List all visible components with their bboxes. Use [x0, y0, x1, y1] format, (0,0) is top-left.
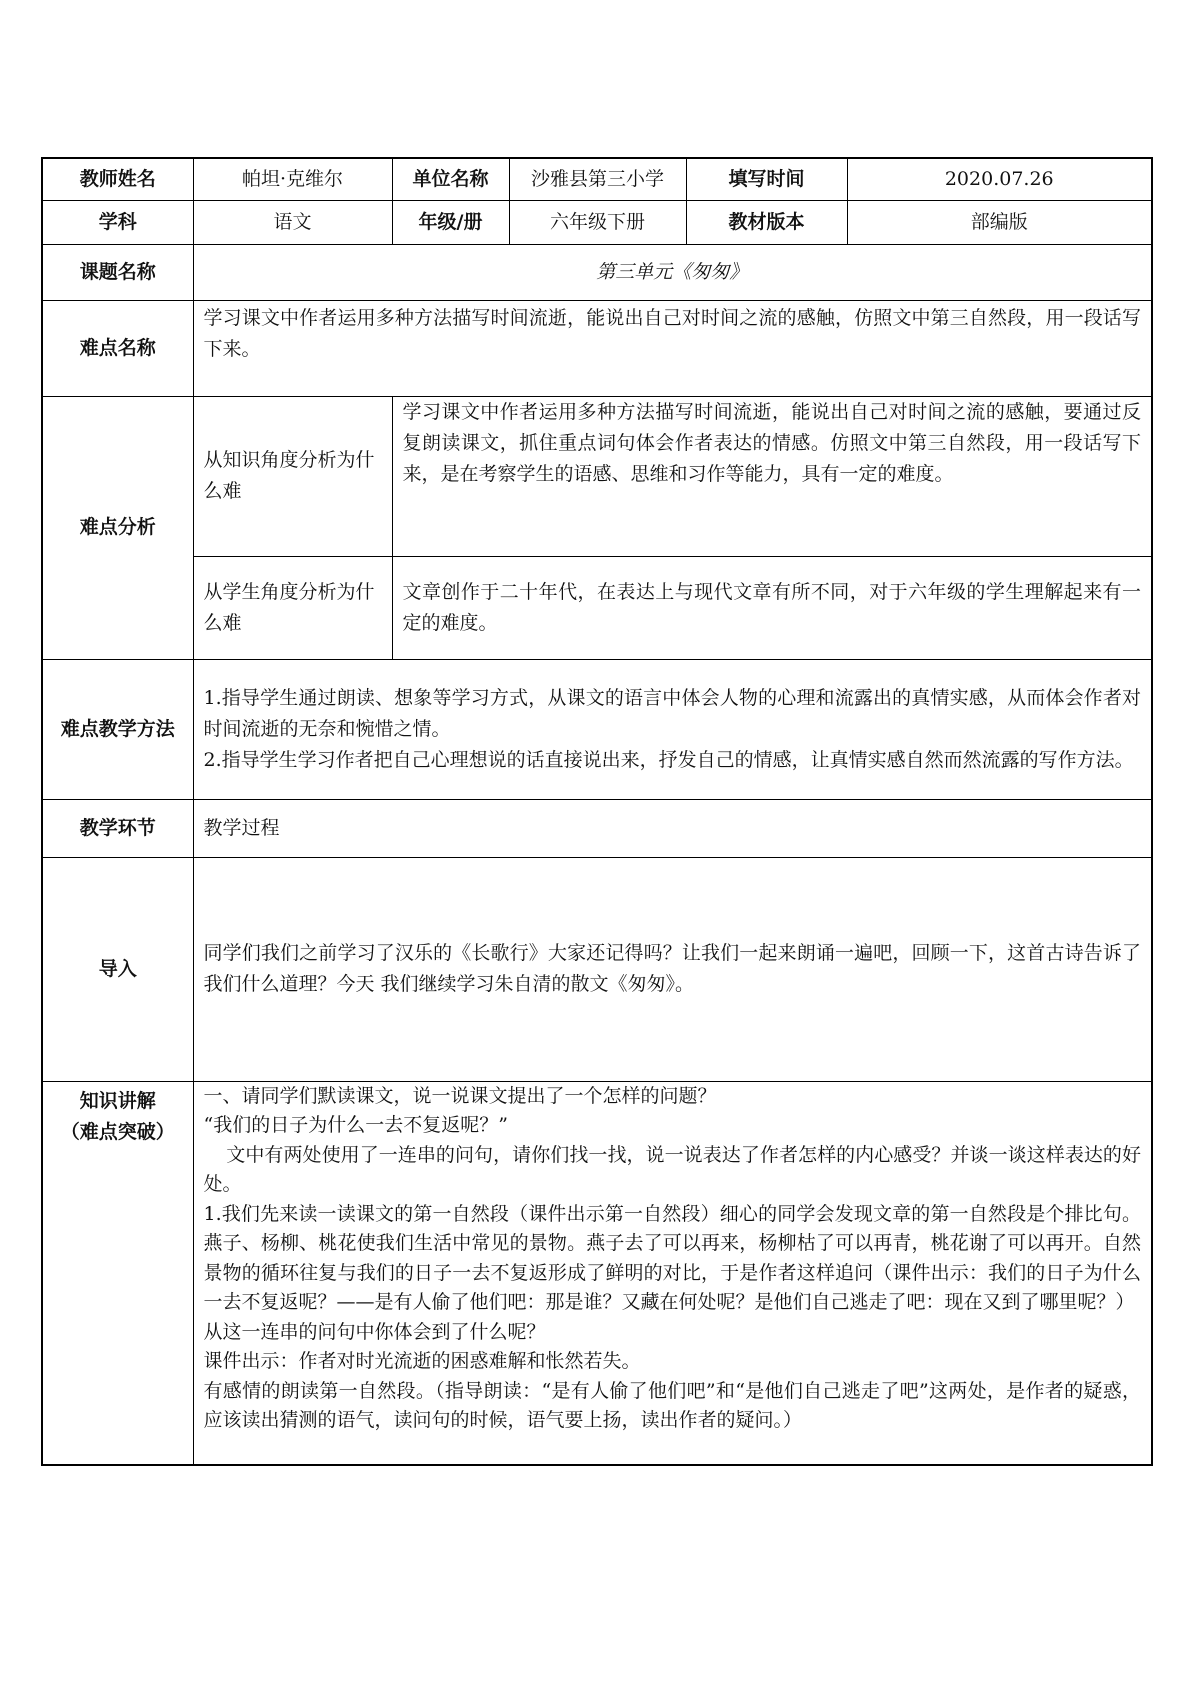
subject-label: 学科: [42, 200, 193, 244]
student-angle-value: 文章创作于二十年代，在表达上与现代文章有所不同，对于六年级的学生理解起来有一定的难度。: [392, 556, 1152, 659]
header-row-1: [42, 158, 1152, 200]
teacher-name-value: 帕坦·克维尔: [193, 158, 392, 200]
fill-date-value: 2020.07.26: [847, 158, 1152, 200]
topic-label: 课题名称: [42, 244, 193, 300]
analysis-label: 难点分析: [42, 396, 193, 659]
knowledge-angle-label: 从知识角度分析为什么难: [193, 396, 392, 556]
grade-label: 年级/册: [392, 200, 509, 244]
knowledge-para-3: 文中有两处使用了一连串的问句，请你们找一找，说一说表达了作者怎样的内心感受？并谈一谈这样表达的好处。: [203, 1143, 1141, 1195]
method-value: [193, 659, 1152, 799]
lesson-plan-sheet: [41, 157, 1151, 1466]
method-row: [42, 659, 1152, 799]
knowledge-label-line2: （难点突破）: [60, 1120, 175, 1143]
edition-value: 部编版: [847, 200, 1152, 244]
process-row: [42, 799, 1152, 857]
difficulty-row: [42, 300, 1152, 396]
method-label: 难点教学方法: [42, 659, 193, 799]
intro-row: [42, 857, 1152, 1081]
student-angle-label: 从学生角度分析为什么难: [193, 556, 392, 659]
method-item-2: 2.指导学生学习作者把自己心理想说的话直接说出来，抒发自己的情感，让真情实感自然而然流露的写作方法。: [203, 748, 1134, 771]
knowledge-content: [193, 1081, 1152, 1465]
teacher-name-label: 教师姓名: [42, 158, 193, 200]
analysis-knowledge-row: [42, 396, 1152, 556]
header-row-2: [42, 200, 1152, 244]
edition-label: 教材版本: [686, 200, 847, 244]
subject-value: 语文: [193, 200, 392, 244]
knowledge-angle-value: 学习课文中作者运用多种方法描写时间流逝，能说出自己对时间之流的感触，要通过反复朗读课文，抓住重点词句体会作者表达的情感。仿照文中第三自然段，用一段话写下来，是在考察学生的语感、思维和习作等能力，具有一定的难度。: [392, 396, 1152, 556]
fill-date-label: 填写时间: [686, 158, 847, 200]
knowledge-para-4: 1.我们先来读一读课文的第一自然段（课件出示第一自然段）细心的同学会发现文章的第一自然段是个排比句。燕子、杨柳、桃花使我们生活中常见的景物。燕子去了可以再来，杨柳枯了可以再青，桃花谢了可以再开。自然景物的循环往复与我们的日子一去不复返形成了鲜明的对比，于是作者这样追问（课件出示：我们的日子为什么一去不复返呢？——是有人偷了他们吧：那是谁？又藏在何处呢？是他们自己逃走了吧：现在又到了哪里呢？）: [203, 1202, 1141, 1313]
grade-value: 六年级下册: [509, 200, 686, 244]
unit-name-value: 沙雅县第三小学: [509, 158, 686, 200]
unit-name-label: 单位名称: [392, 158, 509, 200]
knowledge-para-1: 一、请同学们默读课文，说一说课文提出了一个怎样的问题？: [203, 1084, 717, 1107]
knowledge-row: [42, 1081, 1152, 1465]
difficulty-label: 难点名称: [42, 300, 193, 396]
knowledge-para-6: 课件出示：作者对时光流逝的困惑难解和怅然若失。: [203, 1350, 641, 1372]
process-label: 教学环节: [42, 799, 193, 857]
knowledge-para-5: 从这一连串的问句中你体会到了什么呢？: [203, 1320, 546, 1343]
topic-value: 第三单元《匆匆》: [193, 244, 1152, 300]
knowledge-label: [42, 1081, 193, 1465]
method-item-1: 1.指导学生通过朗读、想象等学习方式，从课文的语言中体会人物的心理和流露出的真情实感，从而体会作者对时间流逝的无奈和惋惜之情。: [203, 686, 1141, 740]
topic-row: [42, 244, 1152, 300]
lesson-plan-table: [41, 157, 1153, 1466]
process-value: 教学过程: [193, 799, 1152, 857]
analysis-student-row: [42, 556, 1152, 659]
knowledge-para-2: “我们的日子为什么一去不复返呢？”: [203, 1114, 508, 1136]
difficulty-value: 学习课文中作者运用多种方法描写时间流逝，能说出自己对时间之流的感触，仿照文中第三自然段，用一段话写下来。: [193, 300, 1152, 396]
intro-label: 导入: [42, 857, 193, 1081]
knowledge-para-7: 有感情的朗读第一自然段。（指导朗读：“是有人偷了他们吧”和“是他们自己逃走了吧”这两处，是作者的疑惑，应该读出猜测的语气，读问句的时候，语气要上扬，读出作者的疑问。）: [203, 1379, 1141, 1431]
intro-value: 同学们我们之前学习了汉乐的《长歌行》大家还记得吗？让我们一起来朗诵一遍吧，回顾一下，这首古诗告诉了我们什么道理？今天 我们继续学习朱自清的散文《匆匆》。: [193, 857, 1152, 1081]
knowledge-label-line1: 知识讲解: [79, 1089, 156, 1112]
